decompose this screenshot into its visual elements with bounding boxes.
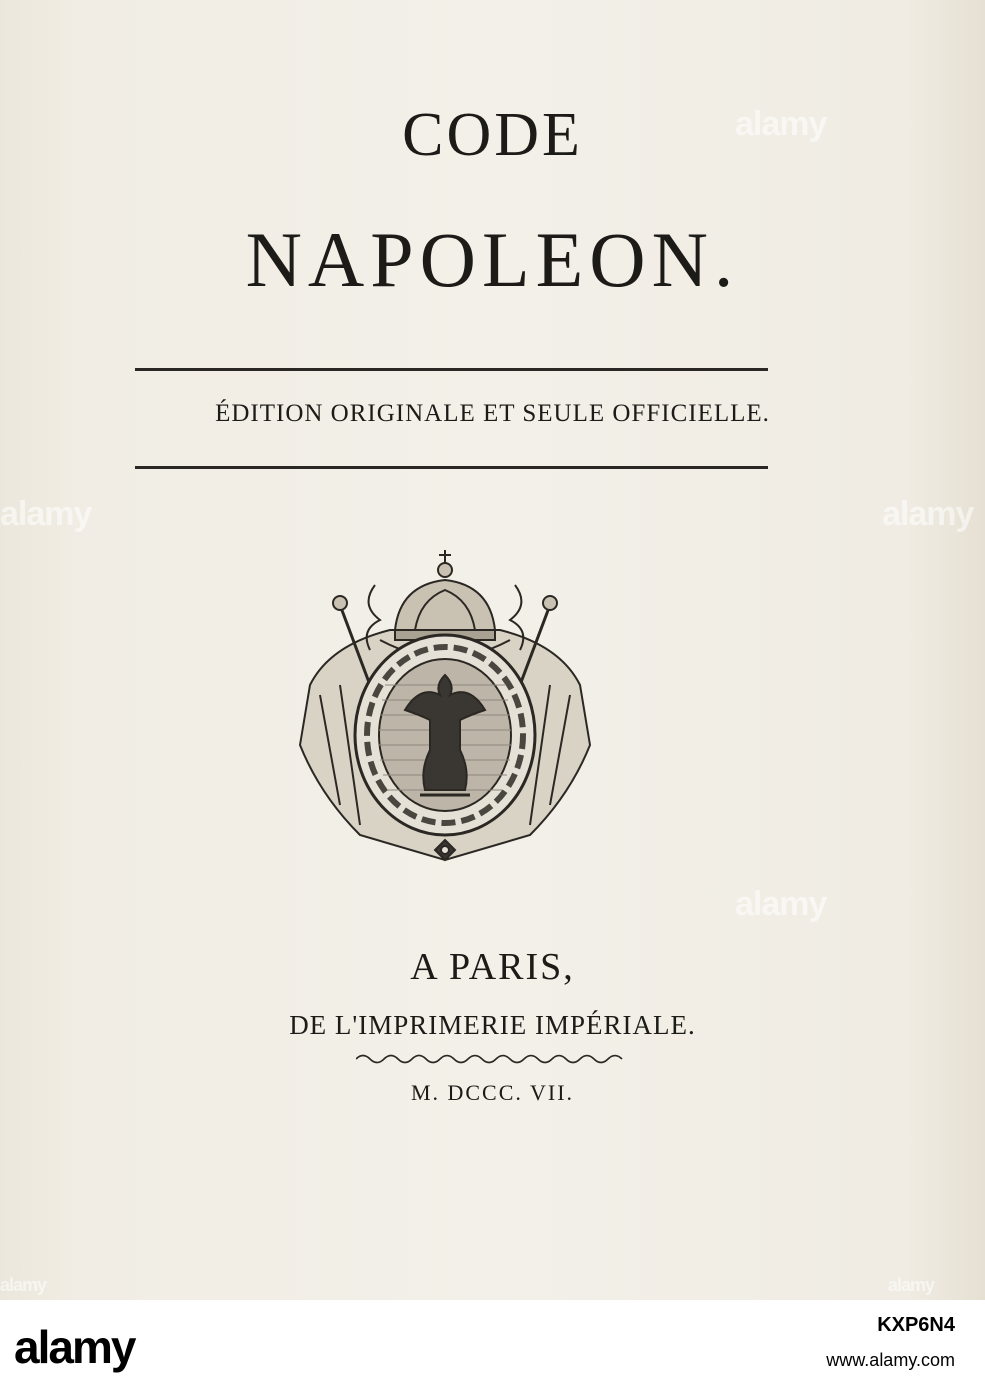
alamy-logo: alamy bbox=[14, 1321, 135, 1373]
title-napoleon: NAPOLEON. bbox=[245, 216, 740, 303]
printer-line: DE L'IMPRIMERIE IMPÉRIALE. bbox=[289, 1010, 696, 1040]
edition-line: ÉDITION ORIGINALE ET SEULE OFFICIELLE. bbox=[215, 400, 770, 427]
watermark: alamy bbox=[888, 1275, 935, 1295]
watermark: alamy bbox=[735, 885, 827, 923]
site-url: www.alamy.com bbox=[826, 1350, 955, 1370]
image-id: KXP6N4 bbox=[877, 1314, 955, 1336]
top-rule bbox=[135, 368, 768, 371]
watermark: alamy bbox=[0, 1275, 47, 1295]
watermark: alamy bbox=[882, 495, 974, 533]
city-line: A PARIS, bbox=[410, 946, 575, 988]
stock-footer bbox=[0, 1300, 985, 1390]
bottom-rule bbox=[135, 466, 768, 469]
watermark: alamy bbox=[0, 495, 92, 533]
title-code: CODE bbox=[402, 101, 583, 169]
year-line: M. DCCC. VII. bbox=[410, 1080, 575, 1105]
imperial-eagle-coat-of-arms-icon bbox=[290, 545, 600, 875]
watermark: alamy bbox=[735, 105, 827, 143]
ornamental-rule-icon bbox=[356, 1052, 626, 1066]
